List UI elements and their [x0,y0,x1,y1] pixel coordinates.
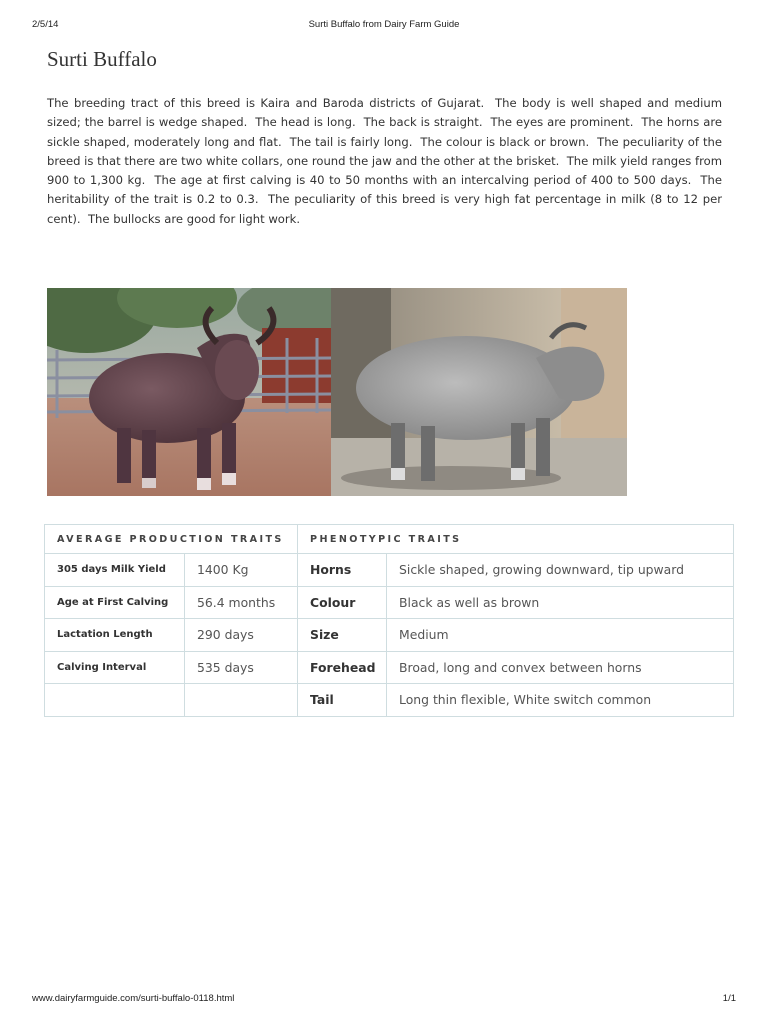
breed-photos [47,288,627,496]
traits-header-row [45,525,734,554]
production-trait-label: 305 days Milk Yield [45,554,185,587]
phenotypic-trait-label: Tail [298,684,387,717]
print-header [32,19,736,33]
production-trait-value: 56.4 months [185,586,298,619]
empty-cell [185,684,298,717]
table-row [45,651,734,684]
phenotypic-trait-label: Horns [298,554,387,587]
intro-paragraph: The breeding tract of this breed is Kaira and Baroda districts of Gujarat. The body is well shaped and medium sized; the barrel is wedge shaped. The head is long. The back is straight. The eyes are prominent. The horns are sickle shaped, moderately long and flat. The tail is fairly long. The colour is black or brown. The peculiarity of the breed is that there are two white collars, one round the jaw and the other at the brisket. The milk yield ranges from 900 to 1,300 kg. The age at first calving is 40 to 50 months with an intercalving period of 400 to 500 days. The heritability of the trait is 0.2 to 0.3. The peculiarity of this breed is very high fat percentage in milk (8 to 12 per cent). The bullocks are good for light work. [47,96,726,226]
phenotypic-trait-value: Medium [387,619,734,652]
page-title: Surti Buffalo [47,47,157,71]
production-trait-label: Age at First Calving [45,586,185,619]
production-trait-value: 535 days [185,651,298,684]
phenotypic-traits-header: PHENOTYPIC TRAITS [298,525,734,554]
table-row [45,554,734,587]
production-traits-header: AVERAGE PRODUCTION TRAITS [45,525,298,554]
table-row [45,619,734,652]
production-trait-label: Lactation Length [45,619,185,652]
print-date: 2/5/14 [32,19,59,30]
table-row [45,586,734,619]
phenotypic-trait-label: Size [298,619,387,652]
phenotypic-trait-value: Black as well as brown [387,586,734,619]
print-page-title: Surti Buffalo from Dairy Farm Guide [308,19,460,30]
buffalo-photo-brown [47,288,331,496]
page-url: www.dairyfarmguide.com/surti-buffalo-0118.html [32,993,235,1004]
table-row [45,684,734,717]
production-trait-value: 1400 Kg [185,554,298,587]
phenotypic-trait-label: Forehead [298,651,387,684]
buffalo-photo-grey [331,288,627,496]
page-count: 1/1 [722,993,736,1004]
phenotypic-trait-label: Colour [298,586,387,619]
production-trait-value: 290 days [185,619,298,652]
empty-cell [45,684,185,717]
phenotypic-trait-value: Sickle shaped, growing downward, tip upward [387,554,734,587]
print-footer [32,993,736,1007]
production-trait-label: Calving Interval [45,651,185,684]
traits-table [44,524,734,717]
phenotypic-trait-value: Long thin flexible, White switch common [387,684,734,717]
phenotypic-trait-value: Broad, long and convex between horns [387,651,734,684]
